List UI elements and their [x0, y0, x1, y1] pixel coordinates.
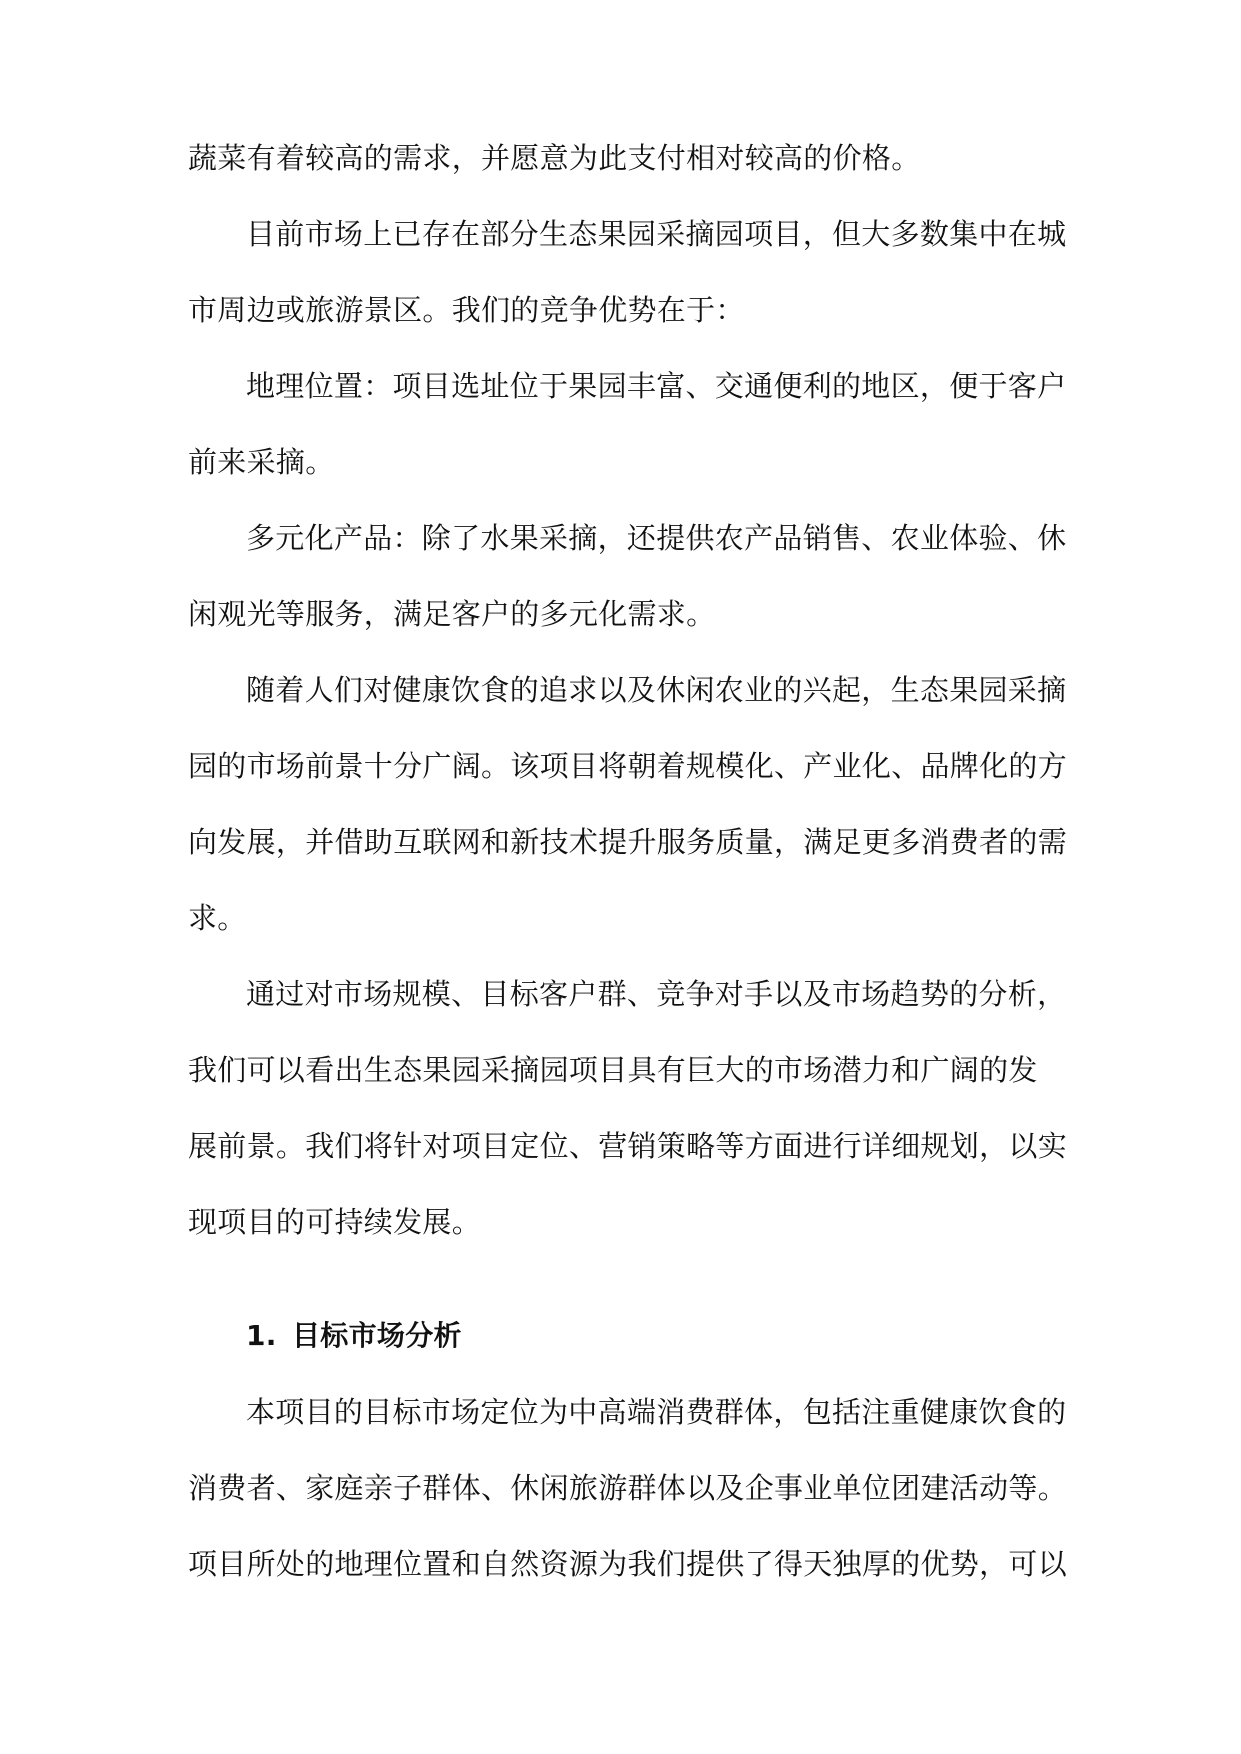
- paragraph-line: 现项目的可持续发展。: [188, 1205, 482, 1239]
- paragraph-line: 向发展，并借助互联网和新技术提升服务质量，满足更多消费者的需: [188, 825, 1068, 859]
- paragraph-line: 随着人们对健康饮食的追求以及休闲农业的兴起，生态果园采摘: [246, 673, 1067, 707]
- paragraph-line: 消费者、家庭亲子群体、休闲旅游群体以及企事业单位团建活动等。: [188, 1471, 1068, 1505]
- paragraph-line: 多元化产品：除了水果采摘，还提供农产品销售、农业体验、休: [246, 521, 1067, 555]
- paragraph-line: 园的市场前景十分广阔。该项目将朝着规模化、产业化、品牌化的方: [188, 749, 1068, 783]
- section-spacer: [188, 1280, 1056, 1318]
- section-heading: [188, 1318, 1056, 1394]
- paragraph-line: 目前市场上已存在部分生态果园采摘园项目，但大多数集中在城: [246, 217, 1067, 251]
- paragraph-line: 展前景。我们将针对项目定位、营销策略等方面进行详细规划，以实: [188, 1129, 1068, 1163]
- paragraph-line: 市周边或旅游景区。我们的竞争优势在于：: [188, 293, 745, 327]
- section-number: 1.: [246, 1319, 277, 1352]
- paragraph-line: 前来采摘。: [188, 445, 335, 479]
- paragraph-line: 地理位置：项目选址位于果园丰富、交通便利的地区，便于客户: [246, 369, 1067, 403]
- paragraph-line: 通过对市场规模、目标客户群、竞争对手以及市场趋势的分析，: [246, 977, 1067, 1011]
- paragraph-line: 闲观光等服务，满足客户的多元化需求。: [188, 597, 716, 631]
- paragraph-line: 求。: [188, 901, 247, 935]
- document-body: [188, 140, 1068, 1622]
- paragraph-line: 本项目的目标市场定位为中高端消费群体，包括注重健康饮食的: [246, 1395, 1067, 1429]
- paragraph-line: 蔬菜有着较高的需求，并愿意为此支付相对较高的价格。: [188, 141, 921, 175]
- paragraph-line: 项目所处的地理位置和自然资源为我们提供了得天独厚的优势，可以: [188, 1547, 1068, 1581]
- paragraph-line: 我们可以看出生态果园采摘园项目具有巨大的市场潜力和广阔的发: [188, 1053, 1038, 1087]
- section-title: 目标市场分析: [292, 1319, 462, 1352]
